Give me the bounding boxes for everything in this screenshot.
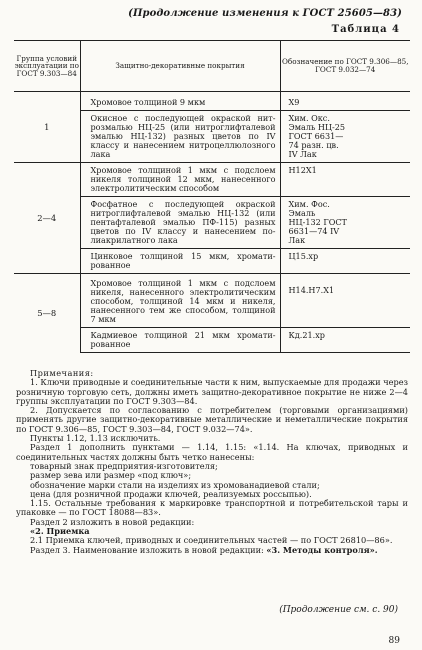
paragraph: товарный знак предприятия-изготовителя;: [30, 460, 218, 471]
paragraph: размер зева или размер «под ключ»;: [30, 470, 192, 481]
paragraph: 2.1 Приемка ключей, приводных и соединительных частей — по ГОСТ 26810—86».: [30, 535, 393, 546]
coating-cell: Фосфатное с последующей окраской нитроглифталевой эмалью НЦ-132 (или пентафталевой эмалью ПФ-115) разных цветов по IV классу и нанесением полиакрилатного лака: [90, 199, 276, 245]
note-item: 2. Допускается по согласованию с потребителем (торговыми организациями) применять другие защитно-декоративные металлические и неметаллические покрытия по ГОСТ 9.306—85, ГОСТ 9.303—84, ГОСТ 9.032—74».: [16, 405, 408, 434]
designation-cell: Н14.Н7.Х1: [288, 285, 335, 295]
coating-cell: Хромовое толщиной 1 мкм с подслоем никеля, нанесенного электролитическим способом, толщиной 14 мкм и никеля, нанесенного тем же способом, толщиной 7 мкм: [90, 278, 276, 324]
header-group: Группа условий эксплуатации по ГОСТ 9.303—84: [14, 41, 80, 92]
coating-cell: Хромовое толщиной 9 мкм: [90, 97, 206, 107]
designation-cell: Кд.21.хр: [288, 330, 325, 340]
coating-cell: Окисное с последующей окраской нитрозмалью НЦ-25 (или нитроглифталевой эмалью НЦ-132) разных цветов по IV классу и нанесением нитроцеллюлозного лака: [90, 113, 276, 159]
paragraph: Пункты 1.12, 1.13 исключить.: [30, 433, 161, 444]
table-row: [14, 274, 410, 328]
header-coating: Защитно-декоративные покрытия: [80, 41, 280, 92]
designation-cell: Хим. Фос. Эмаль НЦ-132 ГОСТ 6631—74 IV Лак: [288, 199, 347, 245]
designation-cell: Ц15.хр: [288, 251, 319, 261]
table-row: [14, 92, 410, 111]
coating-cell: Хромовое толщиной 1 мкм с подслоем никеля толщиной 12 мкм, нанесенного электролитическим способом: [90, 165, 276, 193]
coatings-table: [14, 40, 410, 353]
section-title-new: «3. Методы контроля».: [266, 544, 378, 555]
section-heading: «2. Приемка: [30, 526, 90, 537]
group-cell: 2—4: [14, 163, 80, 274]
document-body: [16, 369, 408, 555]
continuation-header: (Продолжение изменения к ГОСТ 25605—83): [128, 8, 402, 19]
paragraph: обозначение марки стали на изделиях из хромованадиевой стали;: [30, 479, 320, 490]
table-caption: Таблица 4: [331, 24, 400, 35]
paragraph: [16, 546, 408, 555]
paragraph: цена (для розничной продажи ключей, реализуемых россыпью).: [30, 488, 312, 499]
coating-cell: Кадмиевое толщиной 21 мкм хроматированное: [90, 330, 276, 349]
group-cell: 1: [44, 121, 50, 132]
header-designation: Обозначение по ГОСТ 9.306—85, ГОСТ 9.032—74: [280, 41, 410, 92]
paragraph-text: Раздел 3. Наименование изложить в новой редакции:: [30, 544, 267, 555]
table-header-row: [14, 41, 410, 92]
designation-cell: Х9: [288, 97, 300, 107]
note-item: 1. Ключи приводные и соединительные части к ним, выпускаемые для продажи через розничную торговую сеть, должны иметь защитно-декоративное покрытие не ниже 2—4 группы эксплуатации по ГОСТ 9.303—84.: [16, 377, 408, 406]
continuation-footer: (Продолжение см. с. 90): [279, 605, 398, 615]
paragraph: Раздел 1 дополнить пунктами — 1.14, 1.15: «1.14. На ключах, приводных и соединительных частях должны быть четко нанесены:: [16, 442, 408, 462]
group-cell: 5—8: [14, 274, 80, 353]
page-number: 89: [388, 636, 400, 646]
paragraph: 1.15. Остальные требования к маркировке транспортной и потребительской тары и упаковке — по ГОСТ 18088—83».: [16, 498, 408, 518]
notes-title: Примечания:: [30, 368, 94, 378]
designation-cell: Н12Х1: [288, 165, 317, 175]
coating-cell: Цинковое толщиной 15 мкм, хроматированное: [90, 251, 276, 270]
designation-cell: Хим. Окс. Эмаль НЦ-25 ГОСТ 6631—74 разн. цв. IV Лак: [288, 113, 346, 159]
paragraph: Раздел 2 изложить в новой редакции:: [30, 516, 195, 527]
table-row: [14, 163, 410, 197]
